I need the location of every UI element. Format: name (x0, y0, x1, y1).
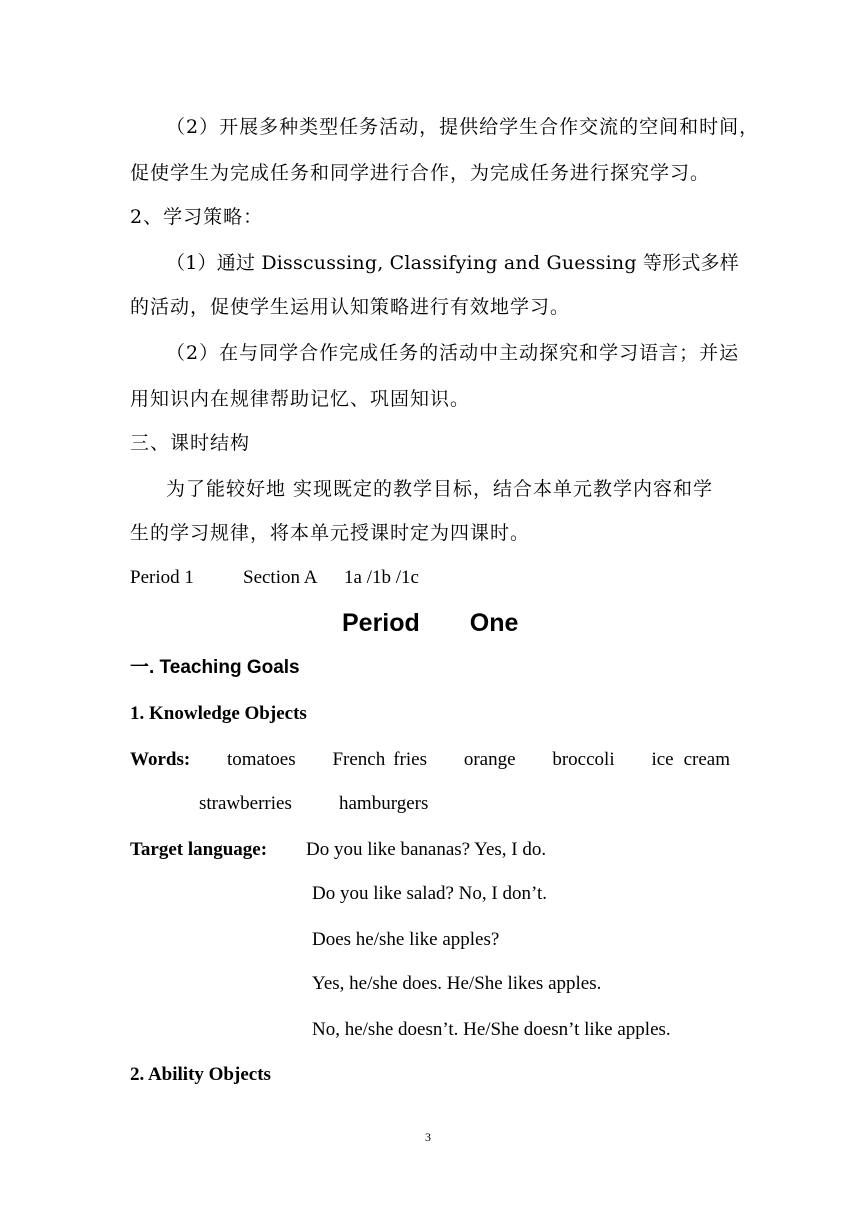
knowledge-objects-heading: 1. Knowledge Objects (130, 703, 307, 724)
target-sentence: Does he/she like apples? (312, 929, 500, 950)
paragraph-line: （2）开展多种类型任务活动，提供给学生合作交流的空间和时间， (166, 116, 760, 138)
vocab-word: ice cream (651, 749, 730, 770)
paragraph-line: 为了能较好地 实现既定的教学目标，结合本单元教学内容和学 (166, 478, 714, 500)
paragraph-line: 生的学习规律，将本单元授课时定为四课时。 (130, 522, 531, 544)
vocab-word: tomatoes (227, 749, 296, 770)
target-sentence: Do you like salad? No, I don’t. (312, 883, 547, 904)
vocab-word: hamburgers (339, 793, 429, 814)
words-list (130, 749, 730, 771)
target-sentence: No, he/she doesn’t. He/She doesn’t like apples. (312, 1019, 671, 1040)
paragraph-line: 促使学生为完成任务和同学进行合作，为完成任务进行探究学习。 (130, 162, 711, 184)
target-language-label: Target language: (130, 839, 268, 860)
vocab-word: broccoli (552, 749, 615, 770)
paragraph-line: （1）通过 Disscussing, Classifying and Guessing 等形式多样 (166, 252, 739, 274)
target-sentence: Yes, he/she does. He/She likes apples. (312, 973, 602, 994)
ability-objects-heading: 2. Ability Objects (130, 1064, 271, 1085)
teaching-goals-heading: 一. Teaching Goals (130, 657, 300, 678)
title-word: One (469, 609, 519, 637)
words-label: Words: (130, 749, 191, 770)
page-title (342, 611, 518, 636)
section-heading: 三、课时结构 (130, 432, 251, 454)
paragraph-line: （2）在与同学合作完成任务的活动中主动探究和学习语言；并运 (166, 342, 740, 364)
section-label: Section A (243, 567, 318, 588)
section-heading: 2、学习策略： (130, 206, 264, 228)
title-word: Period (342, 609, 420, 637)
paragraph-line: 的活动，促使学生运用认知策略进行有效地学习。 (130, 296, 571, 318)
period-label: Period 1 (130, 567, 194, 588)
vocab-word: orange (463, 749, 516, 770)
target-sentence: Do you like bananas? Yes, I do. (306, 839, 547, 860)
paragraph-line: 用知识内在规律帮助记忆、巩固知识。 (130, 388, 471, 410)
vocab-word: French fries (332, 749, 427, 770)
vocab-word: strawberries (199, 793, 292, 814)
section-parts: 1a /1b /1c (344, 567, 419, 588)
page-number: 3 (425, 1130, 431, 1144)
